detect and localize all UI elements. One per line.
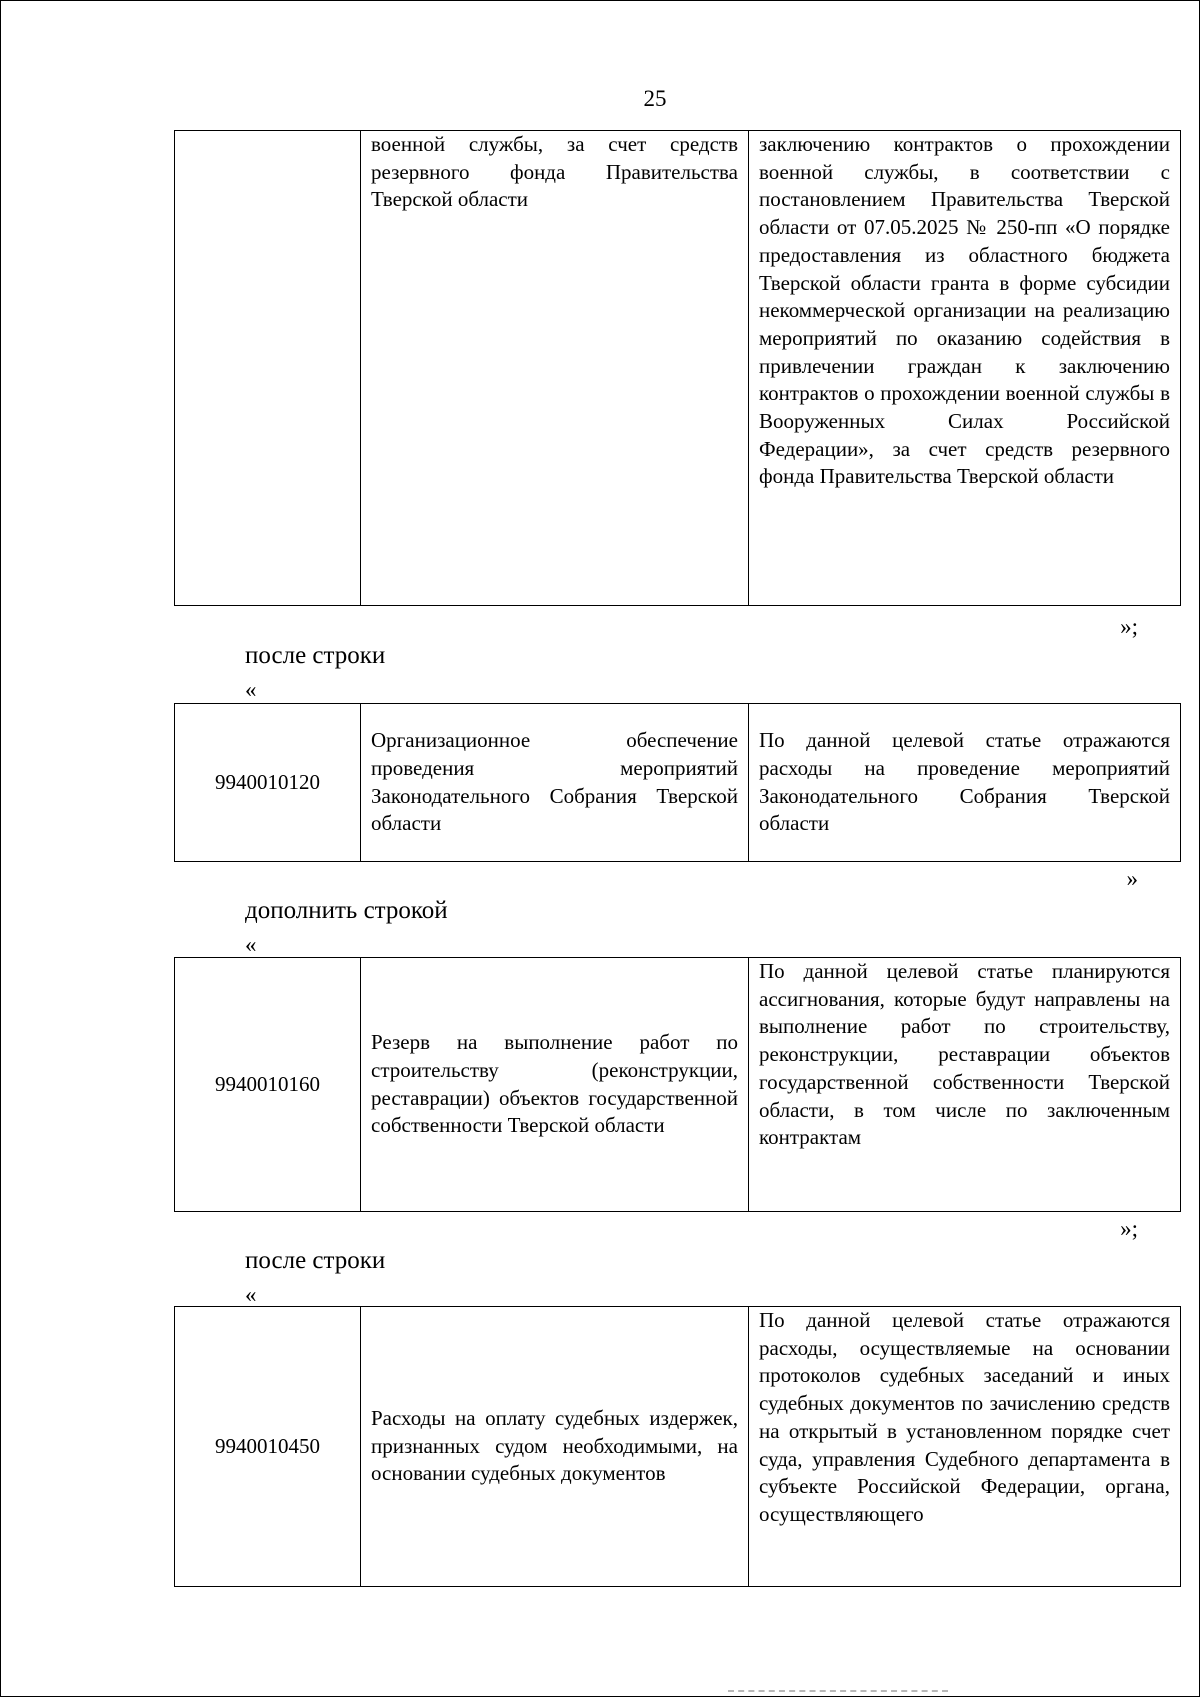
table-row-9940010160 [174, 957, 1181, 1212]
table-row [175, 131, 1181, 606]
description-text: По данной целевой статье планируются ассигнования, которые будут направлены на выполнение работ по строительству, реконструкции, реставрации объектов государственной собственности Тверской области, в том числе по заключенным контрактам [759, 959, 1170, 1150]
name-cell [361, 958, 749, 1212]
name-text: Расходы на оплату судебных издержек, признанных судом необходимыми, на основании судебных документов [371, 1405, 738, 1486]
page-number: 25 [643, 86, 667, 111]
table-row-9940010120 [174, 703, 1181, 862]
closing-quote: » [1126, 866, 1138, 891]
code-cell [175, 131, 361, 606]
closing-quote: »; [1120, 1216, 1138, 1241]
description-text: заключению контрактов о прохождении военной службы, в соответствии с постановлением Правительства Тверской области от 07.05.2025 № 250-пп «О порядке предоставления из областного бюджета Тверской области гранта в форме субсидии некоммерческой организации на реализацию мероприятий по оказанию содействия в привлечении граждан к заключению контрактов о прохождении военной службы в Вооруженных Силах Российской Федерации», за счет средств резервного фонда Правительства Тверской области [759, 132, 1170, 489]
table-continuation [174, 130, 1181, 606]
name-cell [361, 1307, 749, 1587]
scan-artifact-line [728, 1690, 948, 1692]
opening-quote: « [245, 677, 257, 702]
table-row [175, 704, 1181, 862]
table-row [175, 1307, 1181, 1587]
name-cell [361, 131, 749, 606]
description-cell [749, 131, 1181, 606]
name-text: Организационное обеспечение проведения мероприятий Законодательного Собрания Тверской области [371, 728, 738, 836]
table-row-9940010450 [174, 1306, 1181, 1587]
opening-quote: « [245, 932, 257, 957]
code-cell: 9940010160 [175, 958, 361, 1212]
description-cell [749, 1307, 1181, 1587]
name-text: военной службы, за счет средств резервного фонда Правительства Тверской области [371, 132, 738, 212]
description-text: По данной целевой статье отражаются расходы, осуществляемые на основании протоколов судебных заседаний и иных судебных документов по зачислению средств на открытый в установленном порядке счет суда, управления Судебного департамента в субъекте Российской Федерации, органа, осуществляющего [759, 1308, 1170, 1526]
instruction-phrase: после строки [245, 1247, 386, 1274]
opening-quote: « [245, 1282, 257, 1307]
code-cell: 9940010450 [175, 1307, 361, 1587]
description-cell [749, 704, 1181, 862]
instruction-phrase: дополнить строкой [245, 897, 448, 924]
name-text: Резерв на выполнение работ по строительству (реконструкции, реставрации) объектов государственной собственности Тверской области [371, 1030, 738, 1138]
closing-quote: »; [1120, 614, 1138, 639]
name-cell [361, 704, 749, 862]
code-cell: 9940010120 [175, 704, 361, 862]
description-text: По данной целевой статье отражаются расходы на проведение мероприятий Законодательного Собрания Тверской области [759, 728, 1170, 836]
table-row [175, 958, 1181, 1212]
description-cell [749, 958, 1181, 1212]
instruction-phrase: после строки [245, 642, 386, 669]
